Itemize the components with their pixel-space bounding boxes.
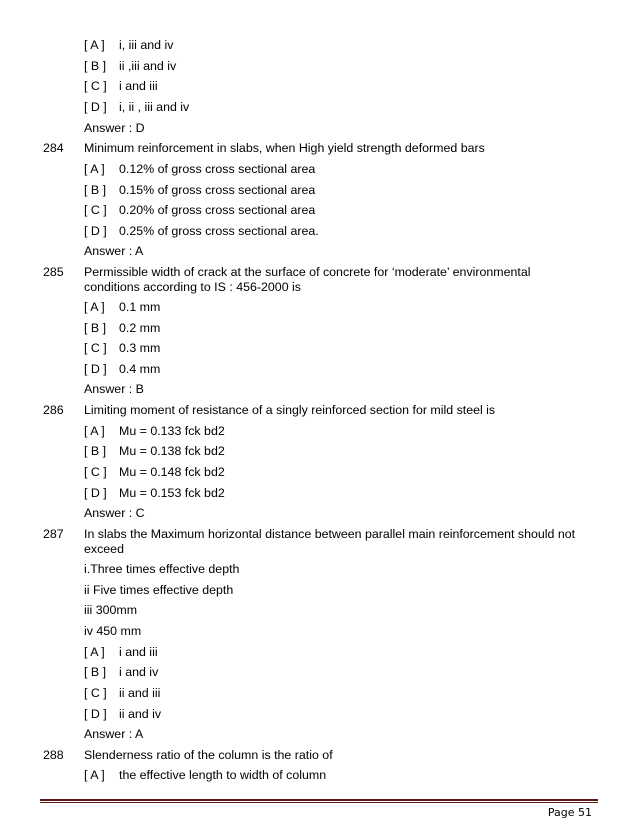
question-text-line2: conditions according to IS : 456-2000 is bbox=[84, 280, 301, 294]
option-label: [ C ] bbox=[84, 79, 107, 93]
option-text: 0.20% of gross cross sectional area bbox=[119, 203, 316, 217]
option-text: 0.12% of gross cross sectional area bbox=[119, 162, 316, 176]
answer: Answer : A bbox=[84, 244, 144, 258]
option-text: Mu = 0.133 fck bd2 bbox=[119, 424, 225, 438]
option-label: [ D ] bbox=[84, 707, 107, 721]
option-label: [ A ] bbox=[84, 162, 105, 176]
question-number: 287 bbox=[43, 527, 64, 541]
option-text: Mu = 0.138 fck bd2 bbox=[119, 444, 225, 458]
option-text: i and iii bbox=[119, 79, 158, 93]
option-text: 0.3 mm bbox=[119, 341, 161, 355]
option-text: i and iv bbox=[119, 665, 159, 679]
option-label: [ B ] bbox=[84, 59, 107, 73]
question-number: 284 bbox=[43, 141, 64, 155]
option-label: [ C ] bbox=[84, 686, 107, 700]
option-text: the effective length to width of column bbox=[119, 768, 327, 782]
option-label: [ C ] bbox=[84, 203, 107, 217]
answer: Answer : A bbox=[84, 727, 144, 741]
question-text-line2: exceed bbox=[84, 542, 124, 556]
statement-item: ii Five times effective depth bbox=[84, 583, 234, 597]
option-label: [ B ] bbox=[84, 665, 107, 679]
question-text: Limiting moment of resistance of a singly reinforced section for mild steel is bbox=[84, 403, 496, 417]
option-label: [ C ] bbox=[84, 341, 107, 355]
answer: Answer : D bbox=[84, 121, 145, 135]
option-text: ii ,iii and iv bbox=[119, 59, 177, 73]
option-text: ii and iii bbox=[119, 686, 161, 700]
question-text: Minimum reinforcement in slabs, when High yield strength deformed bars bbox=[84, 141, 485, 155]
question-text: Slenderness ratio of the column is the ratio of bbox=[84, 748, 333, 762]
question-text-line1: Permissible width of crack at the surface of concrete for ‘moderate’ environmental bbox=[84, 265, 531, 279]
option-label: [ D ] bbox=[84, 224, 107, 238]
option-text: 0.15% of gross cross sectional area bbox=[119, 183, 316, 197]
page-number: Page 51 bbox=[547, 806, 592, 819]
option-label: [ B ] bbox=[84, 321, 107, 335]
footer-rule bbox=[40, 799, 598, 801]
option-text: Mu = 0.153 fck bd2 bbox=[119, 486, 225, 500]
option-label: [ C ] bbox=[84, 465, 107, 479]
option-text: i, iii and iv bbox=[119, 38, 174, 52]
option-label: [ A ] bbox=[84, 768, 105, 782]
statement-item: iv 450 mm bbox=[84, 624, 142, 638]
question-number: 285 bbox=[43, 265, 64, 279]
option-text: i, ii , iii and iv bbox=[119, 100, 190, 114]
option-text: 0.2 mm bbox=[119, 321, 161, 335]
question-number: 286 bbox=[43, 403, 64, 417]
option-text: i and iii bbox=[119, 645, 158, 659]
option-text: ii and iv bbox=[119, 707, 162, 721]
statement-item: iii 300mm bbox=[84, 603, 138, 617]
question-number: 288 bbox=[43, 748, 64, 762]
option-text: 0.4 mm bbox=[119, 362, 161, 376]
option-label: [ A ] bbox=[84, 38, 105, 52]
answer: Answer : C bbox=[84, 506, 145, 520]
answer: Answer : B bbox=[84, 382, 144, 396]
option-label: [ D ] bbox=[84, 100, 107, 114]
option-label: [ B ] bbox=[84, 183, 107, 197]
question-text-line1: In slabs the Maximum horizontal distance between parallel main reinforcement should not bbox=[84, 527, 576, 541]
option-label: [ D ] bbox=[84, 362, 107, 376]
option-label: [ D ] bbox=[84, 486, 107, 500]
option-text: 0.25% of gross cross sectional area. bbox=[119, 224, 319, 238]
option-label: [ A ] bbox=[84, 645, 105, 659]
option-label: [ A ] bbox=[84, 300, 105, 314]
option-text: 0.1 mm bbox=[119, 300, 161, 314]
option-label: [ B ] bbox=[84, 444, 107, 458]
footer-rule-thin bbox=[40, 802, 598, 803]
option-label: [ A ] bbox=[84, 424, 105, 438]
option-text: Mu = 0.148 fck bd2 bbox=[119, 465, 225, 479]
statement-item: i.Three times effective depth bbox=[84, 562, 240, 576]
